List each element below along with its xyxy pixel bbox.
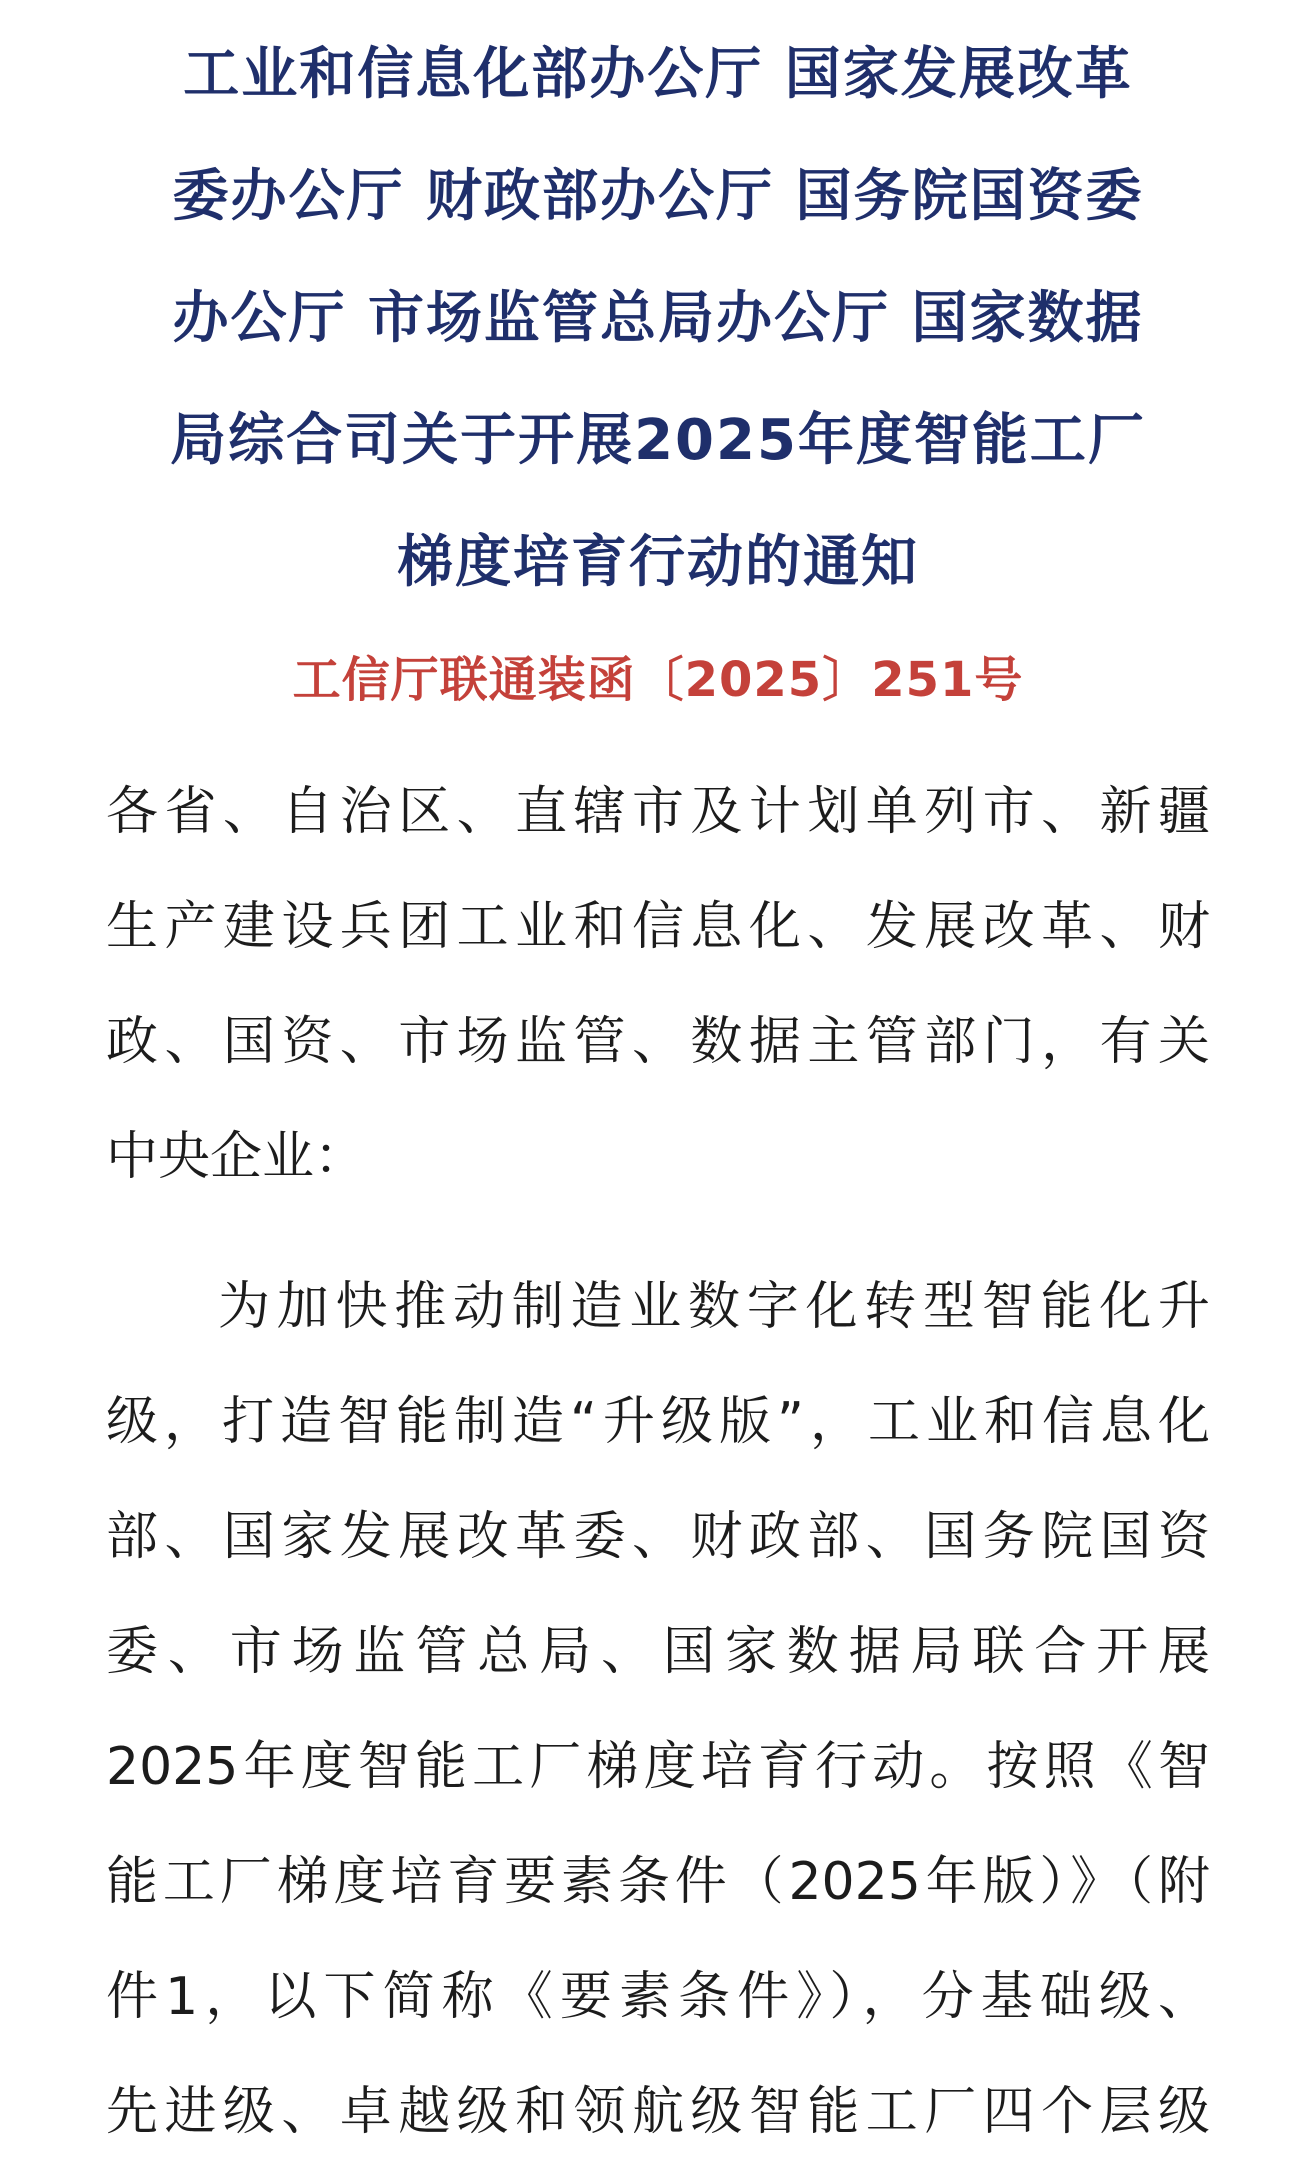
addressee-line: 政、国资、市场监管、数据主管部门，有关 <box>106 1012 1210 1072</box>
paragraph-line: 部、国家发展改革委、财政部、国务院国资 <box>106 1507 1210 1567</box>
paragraph-line: 件1，以下简称《要素条件》），分基础级、 <box>106 1967 1210 2027</box>
paragraph-line: 委、市场监管总局、国家数据局联合开展 <box>106 1622 1210 1682</box>
title-line: 工业和信息化部办公厅 国家发展改革 <box>183 42 1133 107</box>
paragraph-line: 为加快推动制造业数字化转型智能化升 <box>218 1277 1210 1337</box>
paragraph-line: 2025年度智能工厂梯度培育行动。按照《智 <box>106 1737 1210 1797</box>
paragraph-line: 级，打造智能制造“升级版”，工业和信息化 <box>106 1392 1210 1452</box>
addressee-block <box>106 755 1210 1215</box>
addressee-line: 生产建设兵团工业和信息化、发展改革、财 <box>106 897 1210 957</box>
addressee-line: 各省、自治区、直辖市及计划单列市、新疆 <box>106 782 1210 842</box>
body-paragraph <box>106 1250 1210 2170</box>
paragraph-line: 先进级、卓越级和领航级智能工厂四个层级 <box>106 2082 1210 2142</box>
title-line: 梯度培育行动的通知 <box>397 530 919 595</box>
document-title <box>150 14 1166 624</box>
title-line: 委办公厅 财政部办公厅 国务院国资委 <box>172 164 1144 229</box>
document-number: 工信厅联通装函〔2025〕251号 <box>292 652 1024 708</box>
addressee-line: 中央企业： <box>106 1127 367 1187</box>
title-line: 局综合司关于开展2025年度智能工厂 <box>170 408 1146 473</box>
paragraph-line: 能工厂梯度培育要素条件（2025年版）》（附 <box>106 1852 1210 1912</box>
title-line: 办公厅 市场监管总局办公厅 国家数据 <box>172 286 1144 351</box>
